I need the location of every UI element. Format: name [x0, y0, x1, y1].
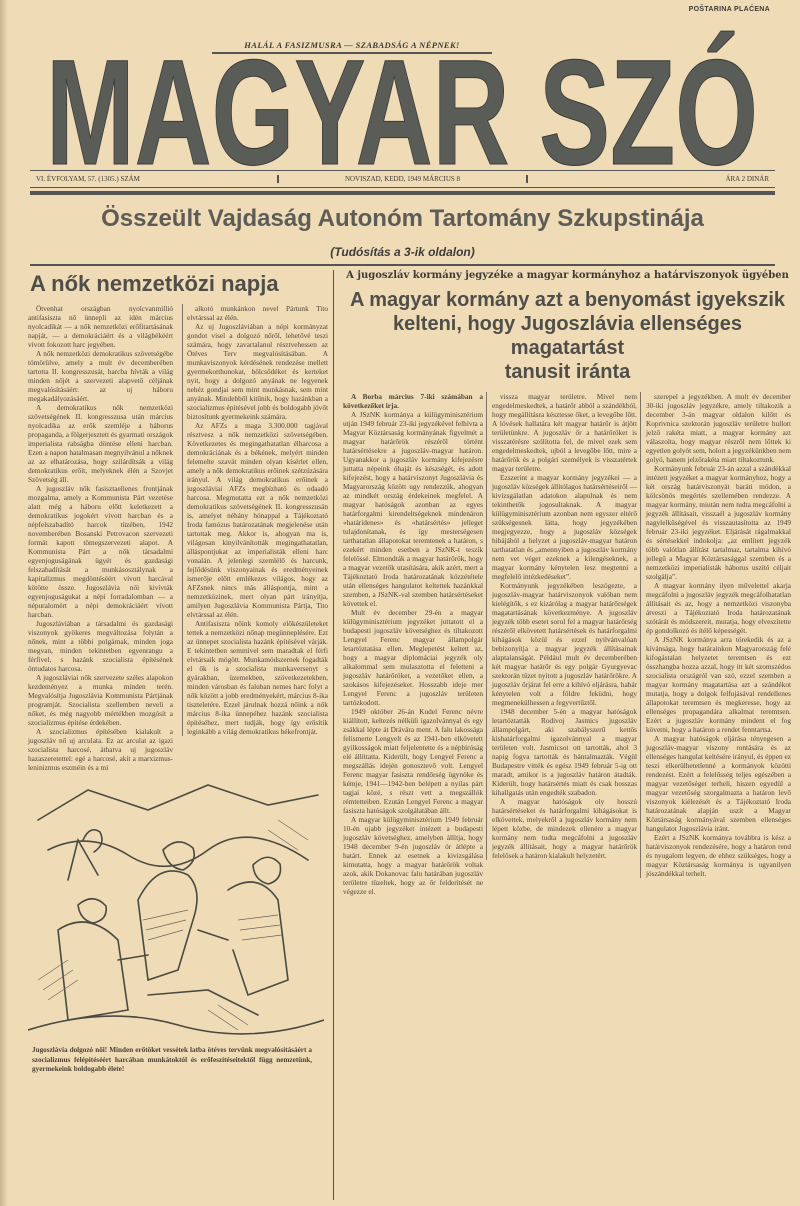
banner-headline: Összeült Vajdaság Autonóm Tartomány Szkupstinája — [101, 205, 704, 232]
right-article-columns — [340, 392, 795, 896]
paragraph: A jugoszláv nők fasisztaellenes frontjának mozgalma, amely a Kommunista Párt vezetése alatt még a háboru előtt keletkezett a demokratikus jogokért vívott harcban és a népfelszabadító harcok tüzében, 1942 novemberében Bosanski Petrovacon szervezeti formát kapott tömegszervezeti alapot. A Kommunista Párt a nők társadalmi egyenjoguságának ügyét és gazdasági felszabadítását a munkásosztálynak a kapitalizmus megdöntéséért vívott harcával kötötte össze. Jugoszlávia női kivívták egyenjoguságukat a népi forradalomban — a népuralomért a népi demokráciáért vívott harcban. — [28, 484, 173, 619]
paragraph: A magyar kormány ilyen művelettel akarja megcáfolni a jugoszláv jegyzék megcáfolhatatlan állításait és az, hogy a nemzetközi viszonyba átveszi a Tájékoztató Iroda határozatának szótárát és módszereit, mutatja, hogy elveszítette ép gondolkozó és ítélő képességét. — [646, 581, 791, 635]
paragraph: A nők nemzetközi demokratikus szövetségébe tömörülve, amely a mult év decemberében tartotta II. kongresszusát, harcba hívták a világ minden nőjét a szervezeti alapvető céljának megvalósításáért: az uj háboru megakadályozásáért. — [28, 349, 173, 403]
banner-rule — [30, 264, 775, 266]
right-article-column-1 — [340, 392, 486, 896]
illustration-women-workers — [28, 780, 324, 1042]
left-article-headline: A nők nemzetközi napja — [30, 271, 279, 296]
paragraph: Ezért a JSzNK kormánya továbbra is kész a határviszonyok rendezésére, hogy a határon rend és nyugalom legyen, de ehhez szükséges, hogy a magyar Köztársaság kormánya is ugyanilyen jószándékkal terhelt. — [646, 833, 791, 878]
banner-subline: (Tudósítás a 3-ik oldalon) — [330, 245, 475, 259]
paragraph: 1949 október 26-án Kudel Ferenc névre kiállított, keltezés nélküli igazolvánnyal és egy zsákkal lépte át Drávára ment. A falu lakossága felismerte Lengyelt és az 1941-ben elkövetett gyilkosságok miatt feljelentette és a népbíróság elé állíttatta. Kiderült, hogy Lengyel Ferenc a megszállás idején gonosztevő volt. Lengyel Ferenc magyar fasiszta rendőrség ügynöke és kémje, 1941—1942-ben belépett a nyilas párt tagjai közé, s részt vett a megszállók rémtetteiben. Ezután Lengyel Ferenc a magyar fasiszta hatóságok szolgálatában állt. — [343, 707, 483, 815]
left-article — [28, 270, 328, 1075]
paragraph: szerepel a jegyzékben. A mult év december 30-iki jugoszláv jegyzékre, amely tiltakozik a december 3-án magyar oldalon kilőtt és Koprivnica szektorán jugoszláv területre hullott jelző rakéta miatt, a magyar kormány azt válaszolta, hogy magyar részről nem lőttek ki egyetlen golyót sem, holott a jegyzékünkben nem golyó, hanem jelzőrakéta miatt tiltakoztunk. — [646, 392, 791, 464]
paragraph: Ezszerint a magyar kormány jegyzékei — a jugoszláv községek állítólagos határsértéseiről — kivizsgálatlan adatokon alapulnak és nem tekinthetők jogosultaknak. A magyar külügyminisztérium azonban nem egyszer eltérő szükségesnek látta, hogy jegyzékében megjegyezze, hogy a jugoszláv községek hibájából a helyzet a jugoszláv-magyar határon tarthatatlan és „amennyiben a jugoszláv kormány nem vet véget ezeknek a kilengéseknek, a magyar kormány kénytelen lesz megtenni a megfelelő intézkedéseket”. — [492, 473, 637, 581]
paragraph: A magyar hatóságok oly hosszú határsértéseket és határforgalmi kihágásokat is elkövettek, melyekről a jugoszláv kormány nem lépett közbe, de mindezek ellenére a magyar kormány nem tudta megcáfolni a jugoszláv jegyzék állításait, hogy a magyar határőrök felelősek a határon kialakult helyzetért. — [492, 797, 637, 860]
paragraph: A JSzNK kormánya a külügyminisztérium utján 1949 február 23-iki jegyzékével felhívta a Magyar Köztársaság kormányának figyelmét a magyar határőrök részéről történt határsértésekre a jugoszláv-magyar határon. Ugyanakkor a jugoszláv kormány kifejezésre juttatta népeink óhaját és készségét, és adott kifejezést, hogy a határviszonyt Jugoszlávia és Magyarország között ugy rendezzük, ahogyan az mindkét ország érdekeinek megfelel. A magyar hatóságok azonban az egyes határforgalmi kirendeltségeknek mindenáron «határidenes» és «határsértés» jelleget tulajdonítanak, és így mesterségesen tarthatatlan állapotokat teremtenek a határon, s ezekért minden esetben a JSzNK-t teszik felelőssé. Elmondták a magyar határőrök, hogy a magyar vezetők utasítására, akik azért, mert a Tájékoztató Iroda határozatának közzététele után ellenséges hangulatot keltettek hazánkkal szemben, a JSzNK-val szemben határsértéseket követtek el. — [343, 410, 483, 608]
paragraph: Antifasiszta nőink komoly előkészületeket tettek a nemzetközi nőnap megünneplésére. Ezt az ünnepet szocialista hazánk építésével várják. E tekintetben semmivel sem maradtak el férfi elvtársaik mögött. Munkamódszernek fogadták el ők is a szocialista munkaversenyt s gyárakban, üzemekben, szövetkezetekben, minden városban és faluban nemes harc folyt a nők között a jobb eredményekért, március 8-ika tiszteletére. Ezzel járulnak hozzá nőink a nők március 8-ika ünnepéhez hazánk szocialista építéséhez, mert tudják, hogy így erősítik leginkább a világ demokratikus békefrontját. — [187, 619, 328, 736]
paragraph: Kormányunk február 23-án azzal a szándékkal intézett jegyzéket a magyar kormányhoz, hogy a két ország határviszonyát baráti módon, a kölcsönös megértés szellemében rendezze. A magyar kormány, miután nem tudta megcáfolni a jegyzék állításait, visszaél a jugoszláv kormány nagylelkűségével és visszautasította az 1949 február 23-iki jegyzéket. Eljárását rágalmakkal és sértésekkel indokolja: „az említett jegyzék több valótlan állítást tartalmaz, tartalma kihívó jellegű a Magyar Köztársasággal szemben és a nemzetközi imperialisták háborus uszító céljait szolgálja”. — [646, 464, 791, 581]
left-article-column-2 — [182, 304, 328, 736]
headline-line: A magyar kormány azt a benyomást igyekszik — [350, 289, 785, 311]
paragraph: Az AFZs a maga 3.300.000 tagjával résztvesz a nők nemzetközi szövetségében. Következetes és megingathatatlan élharcosa a demokráciának és a békének, melyért minden felemelte szavát minden olyan kísérlet ellen, amely a nők demokratikus erőinek szétzúzására irányul. A világ demokratikus erőinek a jugoszláviai AFZs megbízható és odaadó harcosa. Megmutatta ezt a nők nemzetközi demokratikus szövetségének II. kongresszusán is, amelyet néhány hónappal a Tájékoztató Iroda famózus határozatának megjelenése után tartottak meg. Akkor is, ahogyan ma is, világosan kinyilvánították megingathatatlan, álláspontjukat az imperialisták elleni harc vonalán. A jelenlegi szemlélő és harcunk, fejlődésünk viszonyainak és eredményeinek ismerője előtt emlékezes világos, hogy az AFZsnek nincs más álláspontja, mint a nemzetközinek, mert olyan párt irányítja, amilyen Jugoszlávia Kommunista Pártja, Tito elvtárssal az élén. — [187, 421, 328, 619]
postage-paid-note: POŠTARINA PLAĆENA — [688, 6, 770, 13]
right-article — [340, 270, 795, 896]
right-article-headline — [340, 288, 795, 384]
paragraph: A Borba március 7-iki számában a következőket irja. — [343, 392, 483, 410]
left-article-columns — [28, 304, 328, 772]
paragraph: Mult év december 29-én a magyar külügyminisztérium jegyzéket juttatott el a budapesti jugoszláv követséghez és tiltakozott Lengyel Ferenc magyar állampolgár letartóztatása ellen. Meglepetést keltett az, hogy a magyar diplomáciai jegyzék oly alkalommal sem mulasztotta el feletteni a jugoszláv határőröket, a vezetőket ellen, a szokásos kifejezéseket. Hosszabb ideje mer Lengyel Ferenc a jugoszláv területen tartózkodott. — [343, 608, 483, 707]
right-article-column-2 — [486, 392, 640, 860]
right-article-column-3 — [640, 392, 794, 878]
masthead-rule — [30, 191, 775, 195]
paragraph: A JSzNK kormánya arra törekedik és az a kívánsága, hogy határainkon Magyarország felé kifogástalan helyzetet teremtsen és ezt összhangba hozza azzal, hogy itt két szomszédos szocialista országról van szó, ezzel szemben a magyar kormány magatartása azt a szándékot mutatja, hogy a dolgok felfujásával rendellenes állapotokat teremtsen és megkeresse, hogy az ellenséges propagandára alkalmat teremtsen. Ezért a jugoszláv kormány mindent el fog követni, hogy a határon a rendet fenntartsa. — [646, 635, 791, 734]
paragraph: A jugoszláviai nők szervezete széles alapokon kezdeményez a munka minden terén. Megvalósítja Jugoszlávia Kommunista Pártjának programját. Szocialista szellemben neveli a nőket, és még nagyobb mértékben mozgósít a szocializmus építése érdekében. — [28, 673, 173, 727]
right-article-kicker: A jugoszláv kormány jegyzéke a magyar kormányhoz a határviszonyok ügyében — [346, 270, 789, 281]
paragraph: vissza magyar területre. Mivel nem engedelmeskedtek, a határőr abból a szándékból, hogy megállításra késztesse őket, a levegőbe lőtt. A lövések hallatára két magyar határőr is átjött területünkre. A jugoszláv őr a határőröket is visszatérésre szólította fel, de mivel ezek sem engedelmeskedtek, ujból a levegőbe lőtt, mire a határőrök és a polgári személyek is visszatértek magyar területre. — [492, 392, 637, 473]
issue-info-bar — [30, 170, 775, 188]
paragraph: Ötvenhat országban nyolcvanmillió antifasiszta nő ünnepli az idén március nyolcadikát — a nők nemzetközi erőfitartásának napját, — a demokráciáért és a világbékéért vívott fokozott harc jegyében. — [28, 304, 173, 349]
paragraph: A szocializmus építésében kialakult a jugoszláv nő uj arculata. Ez az arculat az igazi szocialista harcosé, áthatva uj jugoszláv hazaszeretettel: egé a harcosé, akit a marxizmus-leninizmus eszméin és a mi — [28, 727, 173, 772]
page-edge-shadow — [0, 0, 8, 1206]
paragraph: A magyar külügyminisztérium 1949 február 10-én ujabb jegyzéket intézett a budapesti jugoszláv követséghez, amelyben állítja, hogy 1948 december 9-én jugoszláv ór átlépte a határt. Ennek az esetnek a kivizsgálása kimutatta, hogy a magyar határőrök voltak azok, akik Dokanovac falu határában jugoszláv területre tüzeltek, hogy az őr felderítését ne végezze el. — [343, 815, 483, 896]
paragraph: Kormányunk jegyzékében leszögezte, a jugoszláv-magyar határviszonyok valóban nem kielégítők, s ez kizárólag a magyar határőrségek magatartásának következménye. A jugoszláv jegyzék több esetet sorol fel a magyar határőrség részéről elkövetett határsértések és határforgalmi kihágások közül és ezzel nyilvánvalóan bebizonyítja a magyar jegyzék állításainak alaptalanságát. Például mult év decemberében két magyar határőr és egy polgár Gyurgyevac szektorán tüzet nyitott a jugoszláv határőrökre. A jugoszláv őrjárat fel erre a kihívó eljárásra, habár kénytelen volt a földre feküdni, hogy megmenekülhessen a fegyvertűztől. — [492, 581, 637, 707]
paragraph: Az uj Jugoszláviában a népi kormányzat gondot visel a dolgozó nőről, lehetővé teszi számára, hogy zavartalanul résztvehessen az Ötéves Terv megvalósításában. A munkaviszonyok kérdésének rendezése mellett gyermekotthonokat, bölcsődéket és kerteket nyit, hogy a dolgozó anyának ne legyenek nehéz gondjai sem mint munkásnak, sem mint anyának. Mindebből kitűnik, hogy hazánkban a szocializmus építésével jobb és boldogabb jövőt biztosítunk gyermekeink számára. — [187, 322, 328, 421]
place-date: NOVISZAD, KEDD, 1949 MÁRCIUS 8 — [277, 175, 528, 183]
headline-line: kelteni, hogy Jugoszlávia ellenséges magatartást — [392, 313, 743, 359]
left-article-column-1 — [28, 304, 173, 772]
issue-number: VI. ÉVFOLYAM, 57. (1305.) SZÁM — [36, 175, 140, 183]
headline-line: tanusit iránta — [504, 361, 631, 383]
price: ÁRA 2 DINÁR — [725, 175, 769, 183]
illustration-caption: Jugoszlávia dolgozó női! Minden erőtöket vessétek latba ötéves tervünk megvalósításáért a szocializmus felépítéséért harcában munkátoktól és erőfeszítéseitektől függ nemzetünk, gyermekeink boldogabb élete! — [32, 1046, 312, 1073]
paragraph: 1948 december 5-én a magyar hatóságok letartóztatták Rodivoj Jasmics jugoszláv állampolgárt, aki szabályszerű kettős kishatárforgalmi igazolvánnyal a magyar területen volt. Jasmicsot ott tartották, ahol 3 napig fogva tartották és bántalmazták. Végül Budapestre vitték és egész 1949 február 5-ig ott maradt, amikor is a jugoszláv határon átadták. Kiderült, hogy határsértés miatt és csak hosszas kihallgatás után engedték szabadon. — [492, 707, 637, 797]
paragraph: A magyar hatóságok eljárása tényegesen a jugoszláv-magyar viszony rontására és az ellenséges hangulat keltésére irányul, és éppen ez teszi elkerülhetetlenné a kormányok közötti rendezést. Ezért a felelősség teljes egészében a magyar vezetőséget terheli, hiszen egyedül a magyar vezetőség szorgalmazta a határon levő viszonyok kiélezését és a Tájékoztató Iroda határozatának alapján uszít a Magyar Köztársaság kormányával szemben ellenséges hangulatot Jugoszlávia iránt. — [646, 734, 791, 833]
paragraph: alkotó munkánkon nevel Pártunk Tito elvtárssal az élén. — [187, 304, 328, 322]
section-divider — [333, 270, 334, 1200]
newspaper-title: MAGYAR SZÓ — [46, 28, 758, 168]
paragraph: Jugoszláviában a társadalmi és gazdasági viszonyok gyökeres megváltozása folytán a nőnek, mint a többi polgárnak, minden joga megvan, minden tekintetben egyenrangu a férfivel, s hazánk szocialista építésének öntudatos harcosa. — [28, 619, 173, 673]
motto: HALÁL A FASIZMUSRA — SZABADSÁG A NÉPNEK! — [212, 40, 492, 54]
paragraph: A demokratikus nők nemzetközi szövetségének II. kongresszusa után március nyolcadika az erők szemléje a háborus propaganda, a fölgerjesztett és gyarmati országok imperialista rabságba döntése elleni harcban. Ezen a napon hatalmasan megnyilvánul a nőknek az az elhatározása, hogy szilárdítsák a világ demokratikus erőit, melyeknek élén a Szovjet Szövetség áll. — [28, 403, 173, 484]
